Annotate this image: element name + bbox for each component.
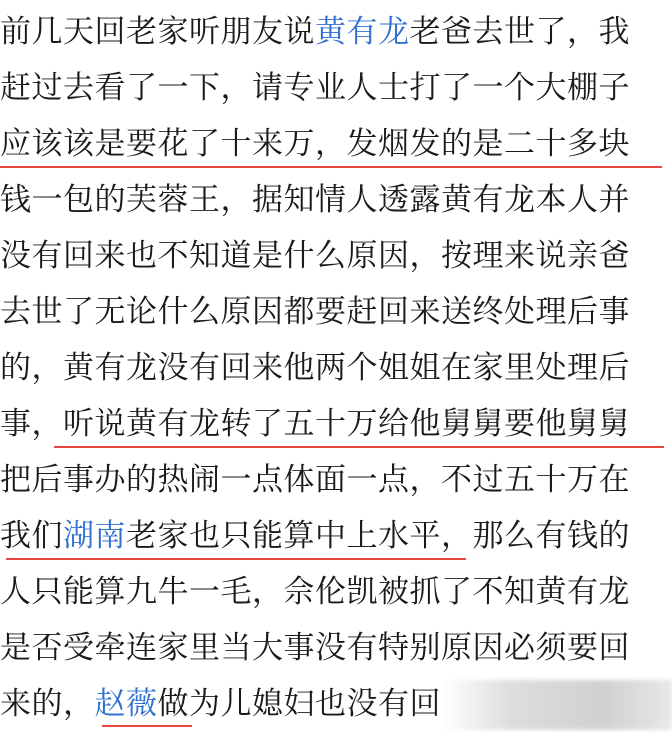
text-line-10 [0, 508, 672, 564]
text-segment: 应该该是要花了十来万，发烟发的是二十多块 [0, 126, 630, 162]
text-segment: 人只能算九牛一毛，佘伦凯被抓了不知黄有龙 [0, 574, 630, 610]
text-segment: 是否受牵连家里当大事没有特别原因必须要回 [0, 630, 630, 666]
text-line-7 [0, 340, 672, 396]
underline-mark [6, 558, 466, 560]
highlighted-place[interactable]: 湖南 [63, 518, 126, 554]
text-segment: 去世了无论什么原因都要赶回来送终处理后事 [0, 294, 630, 330]
underline-mark [102, 725, 192, 727]
text-segment: 老家也只能算中上水平，那么有钱的 [126, 518, 630, 554]
text-segment: 赶过去看了一下，请专业人士打了一个大棚子 [0, 70, 630, 106]
text-segment: 做为儿媳妇也没有回 [157, 686, 441, 722]
text-segment: 没有回来也不知道是什么原因，按理来说亲爸 [0, 238, 630, 274]
underline-mark [0, 166, 662, 168]
text-segment: 钱一包的芙蓉王，据知情人透露黄有龙本人并 [0, 182, 630, 218]
text-line-6 [0, 284, 672, 340]
text-line-3 [0, 116, 672, 172]
text-line-8 [0, 396, 672, 452]
text-line-12 [0, 620, 672, 676]
blurred-watermark [442, 680, 672, 730]
highlighted-name[interactable]: 赵薇 [94, 686, 158, 722]
text-line-11 [0, 564, 672, 620]
text-line-1 [0, 4, 672, 60]
text-line-2 [0, 60, 672, 116]
text-segment: 把后事办的热闹一点体面一点，不过五十万在 [0, 462, 630, 498]
text-segment: 我们 [0, 518, 63, 554]
text-segment: 老爸去世了，我 [409, 14, 630, 50]
text-segment: 来的， [0, 686, 95, 722]
text-line-4 [0, 172, 672, 228]
text-line-5 [0, 228, 672, 284]
highlighted-name[interactable]: 黄有龙 [315, 14, 410, 50]
underline-mark [54, 446, 664, 448]
text-segment: 事，听说黄有龙转了五十万给他舅舅要他舅舅 [0, 406, 630, 442]
text-segment: 前几天回老家听朋友说 [0, 14, 315, 50]
text-line-9 [0, 452, 672, 508]
text-segment: 的，黄有龙没有回来他两个姐姐在家里处理后 [0, 350, 630, 386]
